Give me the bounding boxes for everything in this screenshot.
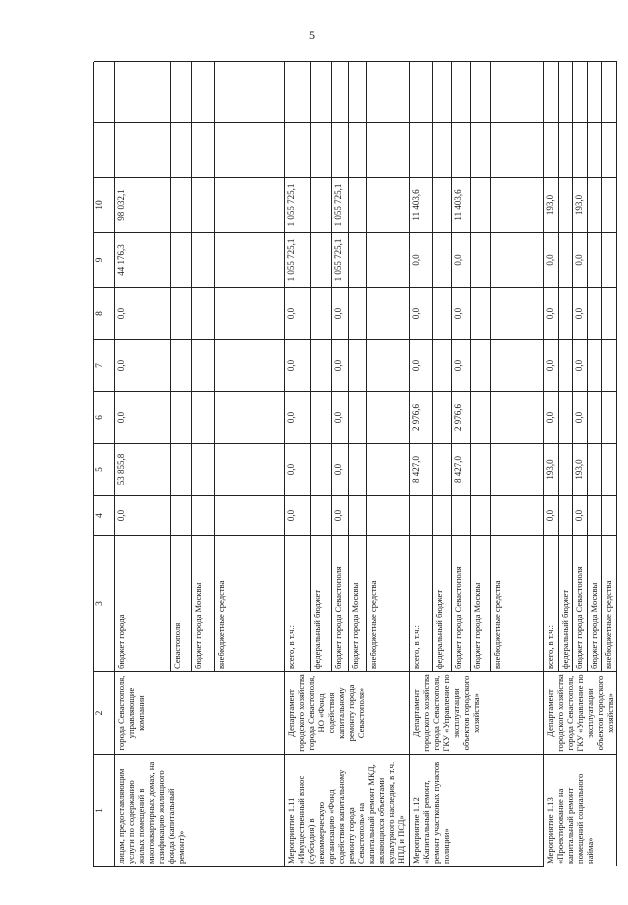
amount-cell: [559, 232, 574, 287]
funding-source: бюджет города Севастополя: [452, 535, 471, 671]
amount-cell: 0,0: [452, 339, 471, 391]
amount-cell: [311, 122, 332, 177]
amount-cell: [192, 287, 215, 339]
responsible-executor: города Севастополя, управляющие компании: [115, 671, 285, 754]
amount-cell: 1 055 725,1: [332, 232, 349, 287]
amount-cell: 0,0: [544, 287, 559, 339]
column-header: [94, 61, 115, 122]
amount-cell: 0,0: [573, 339, 588, 391]
amount-cell: [588, 232, 603, 287]
amount-cell: [433, 391, 452, 443]
amount-cell: 0,0: [285, 495, 311, 535]
funding-source: федеральный бюджет: [433, 535, 452, 671]
funding-source: Севастополя: [171, 535, 192, 671]
amount-cell: [311, 177, 332, 232]
amount-cell: [588, 391, 603, 443]
amount-cell: [559, 339, 574, 391]
amount-cell: 0,0: [544, 495, 559, 535]
amount-cell: 0,0: [285, 339, 311, 391]
amount-cell: [192, 232, 215, 287]
amount-cell: [452, 495, 471, 535]
amount-cell: [215, 495, 285, 535]
amount-cell: [367, 177, 410, 232]
amount-cell: [349, 443, 367, 495]
amount-cell: 193,0: [573, 177, 588, 232]
amount-cell: [602, 443, 617, 495]
amount-cell: [311, 391, 332, 443]
amount-cell: 193,0: [544, 177, 559, 232]
funding-source: бюджет города Севастополя: [332, 535, 349, 671]
amount-cell: 0,0: [544, 391, 559, 443]
amount-cell: [491, 495, 544, 535]
amount-cell: [588, 61, 603, 122]
amount-cell: 193,0: [544, 443, 559, 495]
amount-cell: 0,0: [332, 495, 349, 535]
amount-cell: [349, 391, 367, 443]
amount-cell: [349, 339, 367, 391]
amount-cell: 0,0: [332, 339, 349, 391]
amount-cell: [171, 443, 192, 495]
column-header: 1: [94, 754, 115, 866]
amount-cell: [602, 232, 617, 287]
amount-cell: [559, 177, 574, 232]
amount-cell: [602, 177, 617, 232]
amount-cell: [602, 287, 617, 339]
amount-cell: [332, 61, 349, 122]
column-header: 6: [94, 391, 115, 443]
amount-cell: [215, 232, 285, 287]
amount-cell: [544, 122, 559, 177]
amount-cell: 0,0: [573, 287, 588, 339]
amount-cell: [349, 177, 367, 232]
amount-cell: [471, 177, 491, 232]
amount-cell: [602, 61, 617, 122]
amount-cell: 8 427,0: [410, 443, 433, 495]
amount-cell: [192, 177, 215, 232]
column-header: 9: [94, 232, 115, 287]
responsible-executor: Департамент городского хозяйства города Севастополя, ГКУ «Управление по эксплуатации объектов городского хозяйства»: [544, 671, 617, 754]
financing-table: [93, 62, 615, 867]
amount-cell: [559, 443, 574, 495]
amount-cell: [471, 443, 491, 495]
amount-cell: [559, 122, 574, 177]
amount-cell: [285, 122, 311, 177]
amount-cell: 2 976,6: [410, 391, 433, 443]
responsible-executor: Департамент городского хозяйства города Севастополя, ГКУ «Управление по эксплуатации объектов городского хозяйства»: [410, 671, 544, 754]
amount-cell: [544, 61, 559, 122]
amount-cell: [192, 122, 215, 177]
amount-cell: [367, 122, 410, 177]
amount-cell: [171, 177, 192, 232]
responsible-executor: Департамент городского хозяйства города Севастополя, НО «Фонд содействия капитальному ремонту города Севастополя»: [285, 671, 410, 754]
column-header: 3: [94, 535, 115, 671]
table-frame: [93, 62, 615, 867]
amount-cell: [192, 339, 215, 391]
amount-cell: 0,0: [285, 443, 311, 495]
amount-cell: 193,0: [573, 443, 588, 495]
amount-cell: [588, 287, 603, 339]
amount-cell: [559, 495, 574, 535]
funding-source: бюджет города Москвы: [471, 535, 491, 671]
funding-source: бюджет города: [115, 535, 171, 671]
amount-cell: [349, 287, 367, 339]
amount-cell: [433, 177, 452, 232]
amount-cell: [311, 495, 332, 535]
amount-cell: [215, 443, 285, 495]
amount-cell: [433, 495, 452, 535]
funding-source: внебюджетные средства: [491, 535, 544, 671]
amount-cell: [410, 61, 433, 122]
funding-source: внебюджетные средства: [367, 535, 410, 671]
amount-cell: [452, 122, 471, 177]
column-header: 10: [94, 177, 115, 232]
amount-cell: [491, 122, 544, 177]
funding-source: всего, в т.ч.:: [544, 535, 559, 671]
measure-name: Мероприятие 1.13 «Проектирование на капитальный ремонт помещений социального найма»: [544, 754, 617, 866]
amount-cell: 0,0: [544, 339, 559, 391]
amount-cell: [332, 122, 349, 177]
measure-name: Мероприятие 1.12 «Капитальный ремонт, ремонт участковых пунктов полиции»: [410, 754, 544, 866]
amount-cell: [588, 443, 603, 495]
amount-cell: [171, 61, 192, 122]
amount-cell: [215, 391, 285, 443]
funding-source: бюджет города Москвы: [349, 535, 367, 671]
amount-cell: 1 055 725,1: [285, 232, 311, 287]
amount-cell: [367, 391, 410, 443]
amount-cell: 53 855,8: [115, 443, 171, 495]
amount-cell: [367, 443, 410, 495]
amount-cell: [573, 61, 588, 122]
amount-cell: [171, 287, 192, 339]
amount-cell: [349, 122, 367, 177]
amount-cell: [311, 232, 332, 287]
amount-cell: [452, 61, 471, 122]
amount-cell: [192, 495, 215, 535]
amount-cell: 0,0: [544, 232, 559, 287]
amount-cell: [349, 495, 367, 535]
amount-cell: [491, 177, 544, 232]
measure-name: лицам, предоставляющим услуги по содержанию жилых помещений в многоквартирных домах, на газификацию жилищного фонда (капитальный ремонт)»: [115, 754, 285, 866]
amount-cell: [602, 391, 617, 443]
amount-cell: [602, 495, 617, 535]
column-header: 7: [94, 339, 115, 391]
amount-cell: 98 032,1: [115, 177, 171, 232]
amount-cell: [602, 339, 617, 391]
amount-cell: [559, 287, 574, 339]
amount-cell: 0,0: [573, 232, 588, 287]
amount-cell: 1 055 725,1: [285, 177, 311, 232]
amount-cell: 0,0: [115, 287, 171, 339]
amount-cell: [215, 339, 285, 391]
funding-source: бюджет города Москвы: [192, 535, 215, 671]
amount-cell: 44 176,3: [115, 232, 171, 287]
amount-cell: [433, 232, 452, 287]
amount-cell: [215, 61, 285, 122]
amount-cell: [215, 287, 285, 339]
amount-cell: [285, 61, 311, 122]
amount-cell: [573, 122, 588, 177]
amount-cell: [171, 122, 192, 177]
funding-source: федеральный бюджет: [311, 535, 332, 671]
funding-source: бюджет города Севастополя: [573, 535, 588, 671]
amount-cell: [410, 122, 433, 177]
amount-cell: 0,0: [573, 495, 588, 535]
amount-cell: [171, 232, 192, 287]
funding-source: внебюджетные средства: [215, 535, 285, 671]
column-header: 8: [94, 287, 115, 339]
amount-cell: [559, 391, 574, 443]
amount-cell: [311, 339, 332, 391]
amount-cell: [349, 232, 367, 287]
amount-cell: 0,0: [573, 391, 588, 443]
amount-cell: [559, 61, 574, 122]
amount-cell: [367, 339, 410, 391]
measure-name: Мероприятие 1.11 «Имущественный взнос (субсидия) в некоммерческую организацию «Фонд содействия капитальному ремонту города Севастополь» на капитальный ремонт МКД, являющихся объектами культурного наследия, в т.ч. НПД и ПСД»: [285, 754, 410, 866]
funding-source: бюджет города Москвы: [588, 535, 603, 671]
funding-source: всего, в т.ч.:: [410, 535, 433, 671]
amount-cell: [471, 495, 491, 535]
amount-cell: [471, 287, 491, 339]
column-header: 5: [94, 443, 115, 495]
amount-cell: [367, 61, 410, 122]
amount-cell: [471, 232, 491, 287]
column-header: [94, 122, 115, 177]
amount-cell: 0,0: [285, 287, 311, 339]
funding-source: всего, в т.ч.:: [285, 535, 311, 671]
amount-cell: [491, 443, 544, 495]
amount-cell: 0,0: [410, 287, 433, 339]
funding-source: внебюджетные средства: [602, 535, 617, 671]
amount-cell: [311, 61, 332, 122]
amount-cell: 0,0: [332, 443, 349, 495]
amount-cell: [588, 177, 603, 232]
amount-cell: [491, 287, 544, 339]
page-number: 5: [309, 28, 315, 42]
amount-cell: [433, 339, 452, 391]
amount-cell: [433, 122, 452, 177]
amount-cell: [311, 443, 332, 495]
amount-cell: [349, 61, 367, 122]
amount-cell: [491, 61, 544, 122]
amount-cell: [215, 122, 285, 177]
amount-cell: [433, 443, 452, 495]
amount-cell: 0,0: [115, 339, 171, 391]
amount-cell: 8 427,0: [452, 443, 471, 495]
amount-cell: [311, 287, 332, 339]
amount-cell: 0,0: [452, 232, 471, 287]
amount-cell: [491, 232, 544, 287]
amount-cell: 0,0: [410, 339, 433, 391]
amount-cell: [171, 391, 192, 443]
amount-cell: 0,0: [452, 287, 471, 339]
amount-cell: [410, 495, 433, 535]
amount-cell: [588, 339, 603, 391]
amount-cell: [367, 495, 410, 535]
amount-cell: [471, 391, 491, 443]
amount-cell: [367, 287, 410, 339]
amount-cell: [192, 61, 215, 122]
amount-cell: [367, 232, 410, 287]
amount-cell: [192, 443, 215, 495]
amount-cell: 11 403,6: [452, 177, 471, 232]
amount-cell: 0,0: [115, 391, 171, 443]
amount-cell: 11 403,6: [410, 177, 433, 232]
amount-cell: [471, 61, 491, 122]
amount-cell: [433, 287, 452, 339]
amount-cell: [433, 61, 452, 122]
column-header: 2: [94, 671, 115, 754]
amount-cell: [171, 339, 192, 391]
funding-source: федеральный бюджет: [559, 535, 574, 671]
amount-cell: [115, 122, 171, 177]
amount-cell: 1 055 725,1: [332, 177, 349, 232]
amount-cell: 0,0: [332, 391, 349, 443]
amount-cell: [491, 339, 544, 391]
amount-cell: [171, 495, 192, 535]
amount-cell: [115, 61, 171, 122]
amount-cell: 0,0: [115, 495, 171, 535]
amount-cell: [471, 122, 491, 177]
amount-cell: [588, 495, 603, 535]
amount-cell: [491, 391, 544, 443]
amount-cell: 0,0: [332, 287, 349, 339]
amount-cell: 0,0: [285, 391, 311, 443]
amount-cell: [192, 391, 215, 443]
amount-cell: [588, 122, 603, 177]
amount-cell: [215, 177, 285, 232]
column-header: 4: [94, 495, 115, 535]
amount-cell: [471, 339, 491, 391]
amount-cell: 0,0: [410, 232, 433, 287]
amount-cell: 2 976,6: [452, 391, 471, 443]
amount-cell: [602, 122, 617, 177]
